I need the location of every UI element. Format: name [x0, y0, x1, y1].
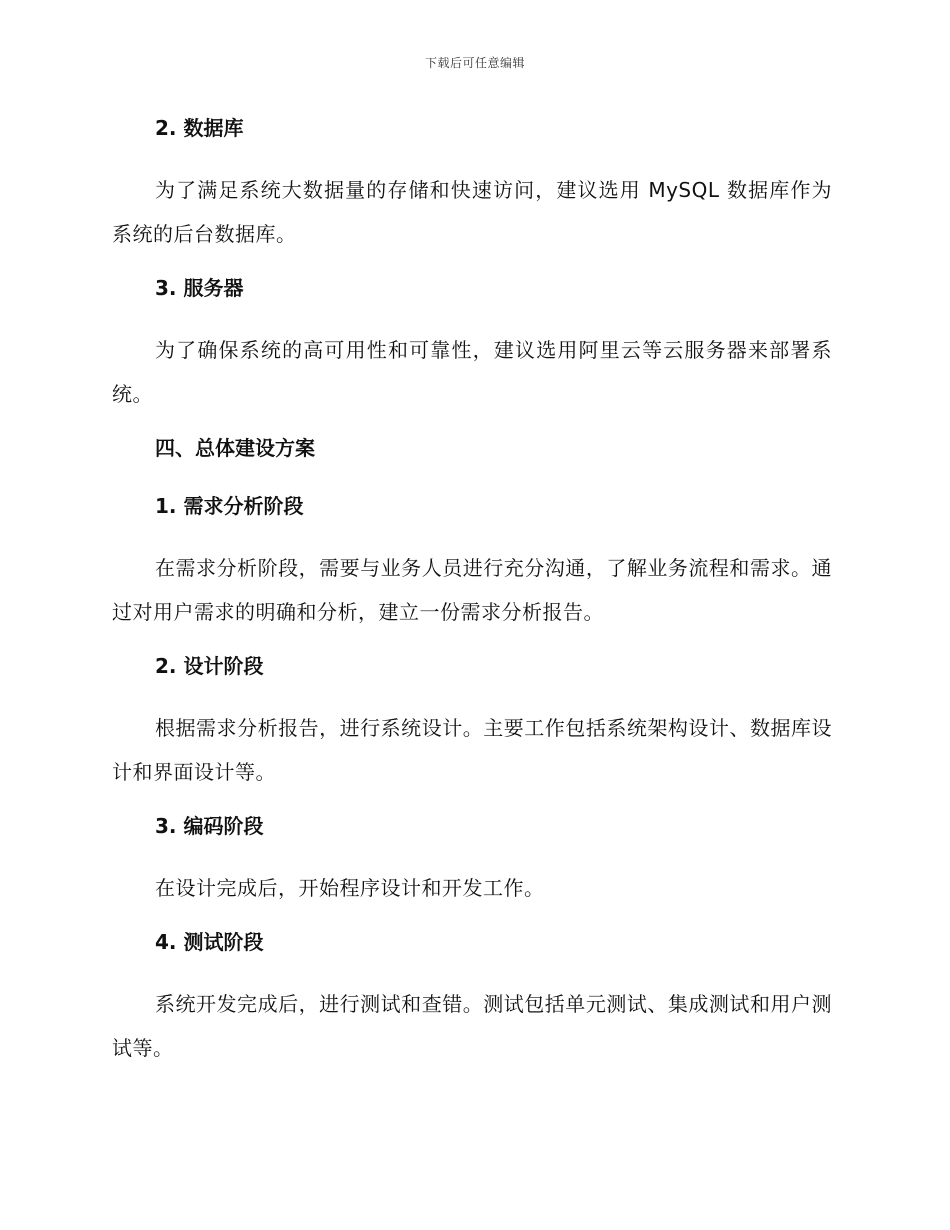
paragraph-testing: 系统开发完成后，进行测试和查错。测试包括单元测试、集成测试和用户测试等。 [112, 992, 832, 1060]
paragraph-requirements: 在需求分析阶段，需要与业务人员进行充分沟通，了解业务流程和需求。通过对用户需求的明确和分析，建立一份需求分析报告。 [112, 556, 832, 624]
section-heading-design: 2. 设计阶段 [155, 654, 264, 678]
section-heading-server: 3. 服务器 [155, 276, 244, 300]
section-heading-requirements: 1. 需求分析阶段 [155, 494, 304, 518]
paragraph-server: 为了确保系统的高可用性和可靠性，建议选用阿里云等云服务器来部署系统。 [112, 338, 832, 406]
page-header: 下载后可任意编辑 [424, 56, 525, 70]
paragraph-coding: 在设计完成后，开始程序设计和开发工作。 [155, 876, 545, 900]
section-heading-database: 2. 数据库 [155, 116, 244, 140]
section-heading-testing: 4. 测试阶段 [155, 930, 264, 954]
section-heading-coding: 3. 编码阶段 [155, 814, 264, 838]
paragraph-database: 为了满足系统大数据量的存储和快速访问，建议选用 MySQL 数据库作为系统的后台数据库。 [112, 178, 832, 246]
chapter-heading-overall-plan: 四、总体建设方案 [155, 436, 315, 460]
document-body [112, 110, 832, 1084]
paragraph-design: 根据需求分析报告，进行系统设计。主要工作包括系统架构设计、数据库设计和界面设计等。 [112, 716, 832, 784]
